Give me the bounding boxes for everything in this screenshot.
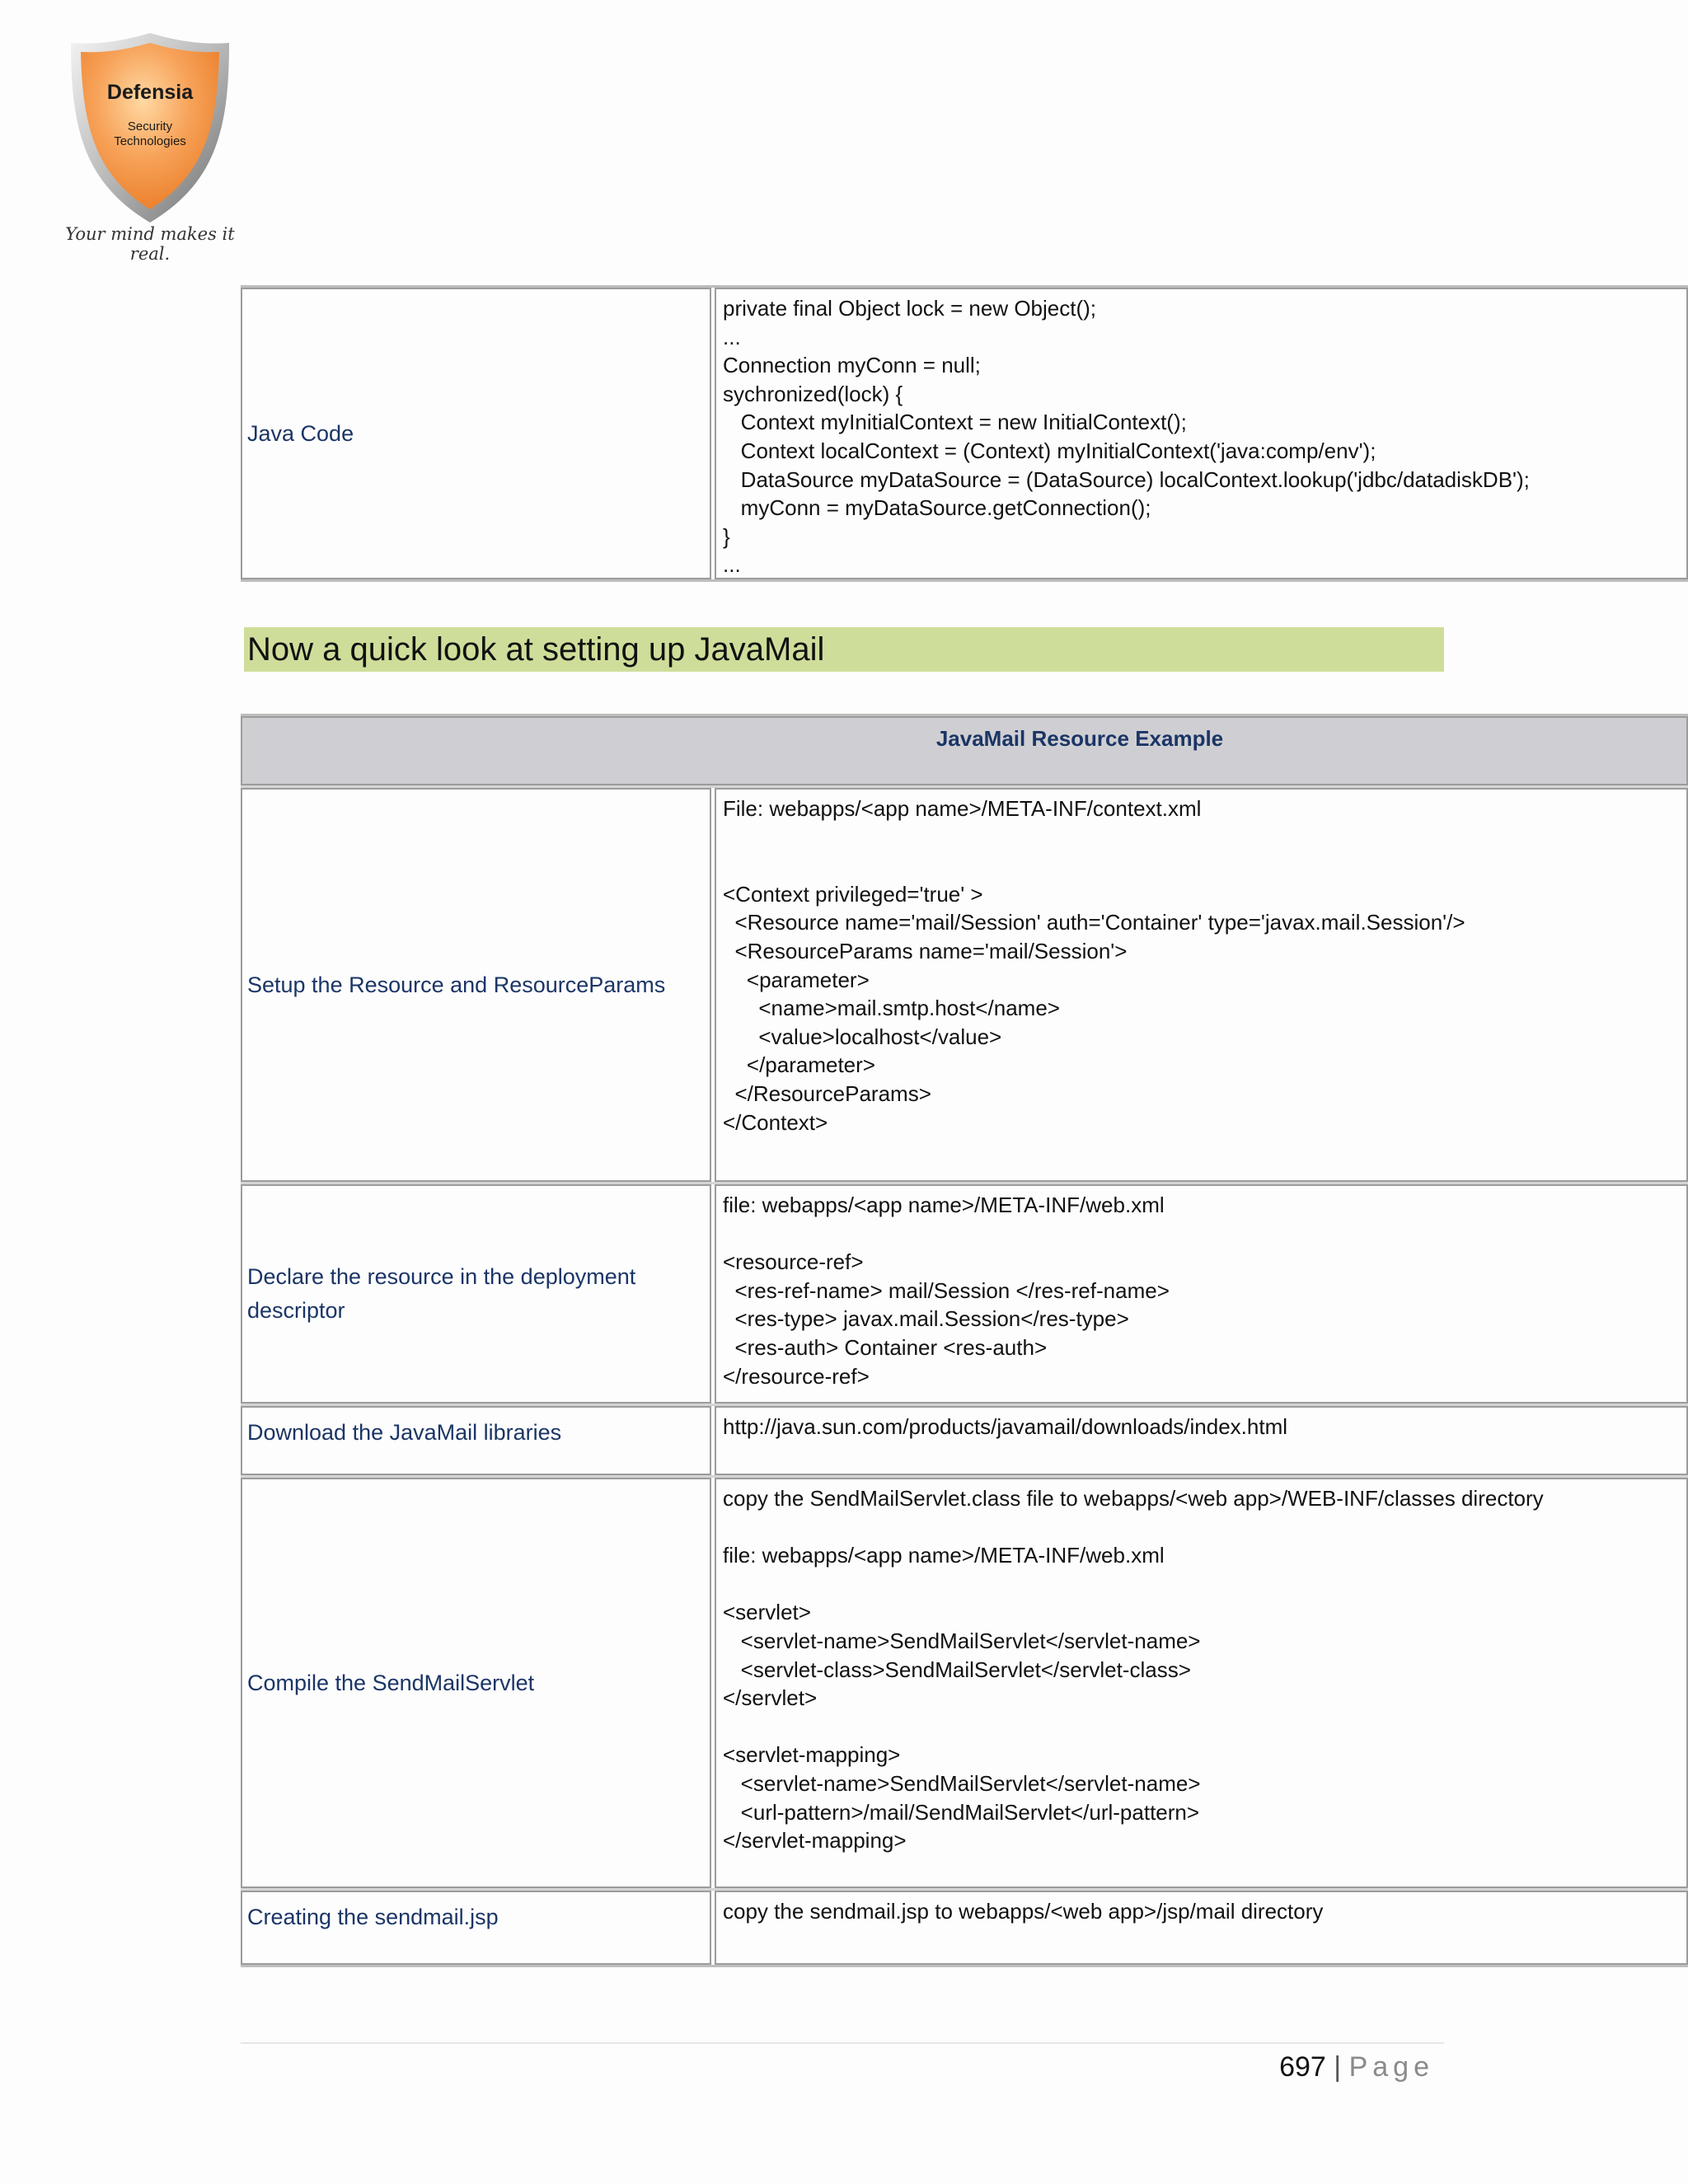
logo-name: Defensia — [106, 81, 194, 104]
logo-tagline: Your mind makes it real. — [65, 224, 235, 264]
value-line: <value>localhost</value> — [723, 1024, 1002, 1049]
code-line: myConn = myDataSource.getConnection(); — [723, 495, 1151, 521]
value-line: <servlet> — [723, 1600, 811, 1625]
shield-logo-icon — [59, 30, 241, 227]
table-header: JavaMail Resource Example — [241, 716, 1688, 785]
page-separator: | — [1334, 2051, 1342, 2083]
value-line: <Context privileged='true' > — [723, 881, 983, 907]
table-row — [241, 1888, 1688, 1965]
value-line: <res-ref-name> mail/Session </res-ref-name> — [723, 1277, 1170, 1303]
page-word: Page — [1348, 2051, 1434, 2083]
logo-sub1: Security — [127, 120, 173, 134]
value-line: </resource-ref> — [723, 1363, 870, 1389]
section-heading: Now a quick look at setting up JavaMail — [244, 627, 1444, 672]
value-line — [723, 1570, 1680, 1599]
javamail-table — [241, 714, 1688, 1967]
value-line — [723, 1713, 1680, 1741]
value-line: </servlet> — [723, 1685, 818, 1711]
value-line: <res-auth> Container <res-auth> — [723, 1334, 1048, 1360]
value-line: </servlet-mapping> — [723, 1828, 907, 1854]
page-number: 697 — [1279, 2051, 1326, 2083]
table-row — [241, 1475, 1688, 1888]
value-line: </ResourceParams> — [723, 1080, 931, 1106]
value-line: <Resource name='mail/Session' auth='Container' type='javax.mail.Session'/> — [723, 910, 1465, 935]
code-line: private final Object lock = new Object(); — [723, 296, 1097, 321]
row-label: Setup the Resource and ResourceParams — [241, 788, 711, 1182]
value-line: </parameter> — [723, 1052, 875, 1078]
code-line: ... — [723, 324, 741, 349]
code-line: } — [723, 523, 730, 549]
value-line: <ResourceParams name='mail/Session'> — [723, 938, 1128, 963]
java-code-table — [241, 285, 1688, 582]
code-line: Connection myConn = null; — [723, 353, 981, 378]
table-row — [241, 785, 1688, 1182]
row-value — [715, 1184, 1688, 1404]
page-footer — [1236, 2047, 1434, 2087]
value-line — [723, 823, 1680, 852]
row-label: Download the JavaMail libraries — [241, 1406, 711, 1475]
value-line: <resource-ref> — [723, 1249, 864, 1275]
value-line: <parameter> — [723, 967, 870, 992]
value-line: http://java.sun.com/products/javamail/downloads/index.html — [723, 1414, 1288, 1439]
row-value — [715, 1891, 1688, 1965]
value-line: File: webapps/<app name>/META-INF/context.xml — [723, 796, 1202, 821]
code-line: DataSource myDataSource = (DataSource) localContext.lookup('jdbc/datadiskDB'); — [723, 466, 1530, 492]
value-line: <servlet-name>SendMailServlet</servlet-name> — [723, 1770, 1201, 1796]
logo-sub2: Technologies — [114, 134, 186, 148]
code-line: sychronized(lock) { — [723, 381, 903, 406]
value-line: file: webapps/<app name>/META-INF/web.xml — [723, 1543, 1165, 1568]
value-line — [723, 1513, 1680, 1542]
code-line: ... — [723, 552, 741, 578]
row-label: Declare the resource in the deployment descriptor — [241, 1184, 711, 1404]
row-value — [715, 788, 1688, 1182]
table-row — [241, 1404, 1688, 1475]
value-line: <servlet-mapping> — [723, 1742, 901, 1768]
value-line: <res-type> javax.mail.Session</res-type> — [723, 1306, 1129, 1332]
row-label: Compile the SendMailServlet — [241, 1478, 711, 1888]
row-value — [715, 1478, 1688, 1888]
value-line: <servlet-class>SendMailServlet</servlet-class> — [723, 1657, 1191, 1682]
code-line: Context myInitialContext = new InitialContext(); — [723, 410, 1187, 435]
code-line: Context localContext = (Context) myInitialContext('java:comp/env'); — [723, 438, 1376, 463]
footer-divider — [241, 2042, 1444, 2044]
row-label: Java Code — [241, 288, 711, 579]
table-row — [241, 288, 1688, 579]
value-line: <url-pattern>/mail/SendMailServlet</url-pattern> — [723, 1799, 1200, 1825]
row-value — [715, 1406, 1688, 1475]
row-label: Creating the sendmail.jsp — [241, 1891, 711, 1965]
table-row — [241, 1182, 1688, 1404]
value-line: copy the sendmail.jsp to webapps/<web app>/jsp/mail directory — [723, 1899, 1324, 1924]
value-line: </Context> — [723, 1109, 828, 1135]
value-line: <servlet-name>SendMailServlet</servlet-name> — [723, 1628, 1201, 1653]
value-line: copy the SendMailServlet.class file to webapps/<web app>/WEB-INF/classes directory — [723, 1486, 1544, 1511]
value-line: file: webapps/<app name>/META-INF/web.xml — [723, 1193, 1165, 1217]
code-cell — [715, 288, 1688, 579]
value-line — [723, 1220, 1680, 1249]
company-logo — [59, 30, 241, 252]
value-line: <name>mail.smtp.host</name> — [723, 996, 1060, 1021]
value-line — [723, 851, 1680, 880]
